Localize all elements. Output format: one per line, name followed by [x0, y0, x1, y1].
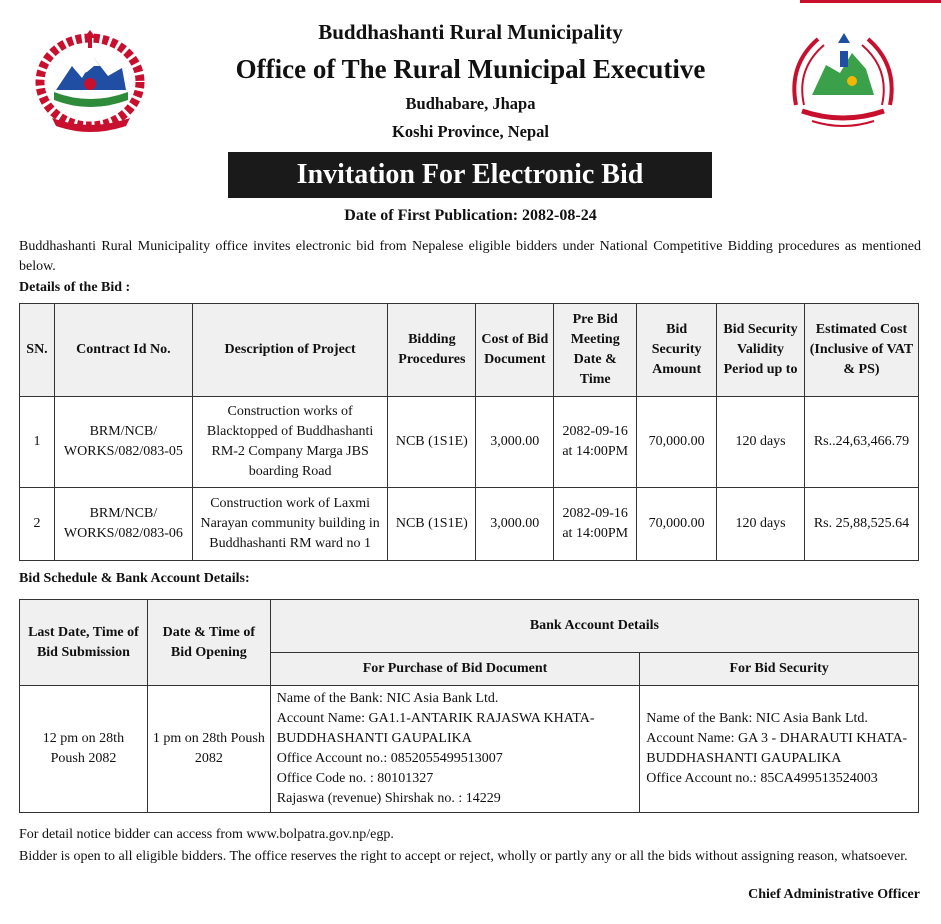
municipality-name: Buddhashanti Rural Municipality — [318, 20, 623, 44]
header-estimated: Estimated Cost (Inclusive of VAT & PS) — [804, 304, 918, 397]
bid-details-table — [19, 303, 919, 561]
cell-validity: 120 days — [717, 397, 805, 488]
cell-last-date: 12 pm on 28th Poush 2082 — [20, 686, 148, 813]
footer-notice-link: For detail notice bidder can access from www.bolpatra.gov.np/egp. — [19, 827, 394, 842]
security-bank-name: Name of the Bank: NIC Asia Bank Ltd. — [646, 711, 868, 726]
invitation-banner: Invitation For Electronic Bid — [228, 152, 712, 198]
table-row — [20, 397, 919, 488]
cell-contract-id: BRM/NCB/ WORKS/082/083-06 — [54, 488, 192, 561]
bid-details-title: Details of the Bid : — [19, 280, 131, 295]
schedule-header-row — [20, 600, 919, 653]
header-opening: Date & Time of Bid Opening — [147, 600, 270, 686]
office-name: Office of The Rural Municipal Executive — [235, 54, 706, 84]
cell-description: Construction work of Laxmi Narayan community building in Buddhashanti RM ward no 1 — [192, 488, 388, 561]
table-row — [20, 488, 919, 561]
cell-sn: 2 — [20, 488, 55, 561]
cell-procedures: NCB (1S1E) — [388, 488, 476, 561]
header-security: For Bid Security — [640, 653, 919, 686]
cell-pre-bid: 2082-09-16 at 14:00PM — [554, 488, 637, 561]
intro-paragraph: Buddhashanti Rural Municipality office invites electronic bid from Nepalese eligible bidders under National Competitive Bidding procedures as mentioned below. — [19, 239, 921, 274]
cell-security-details — [640, 686, 919, 813]
header-validity: Bid Security Validity Period up to — [717, 304, 805, 397]
cell-description: Construction works of Blacktopped of Buddhashanti RM-2 Company Marga JBS boarding Road — [192, 397, 388, 488]
cell-opening: 1 pm on 28th Poush 2082 — [147, 686, 270, 813]
cell-estimated: Rs..24,63,466.79 — [804, 397, 918, 488]
cell-security-amount: 70,000.00 — [637, 397, 717, 488]
publication-date: Date of First Publication: 2082-08-24 — [344, 207, 597, 224]
cell-pre-bid: 2082-09-16 at 14:00PM — [554, 397, 637, 488]
municipality-logo-icon — [782, 25, 904, 131]
purchase-account-no: Office Account no.: 0852055499513007 — [276, 751, 503, 766]
letterhead — [0, 0, 941, 150]
table-row — [20, 686, 919, 813]
cell-validity: 120 days — [717, 488, 805, 561]
header-sn: SN. — [20, 304, 55, 397]
header-pre-bid: Pre Bid Meeting Date & Time — [554, 304, 637, 397]
cell-estimated: Rs. 25,88,525.64 — [804, 488, 918, 561]
cell-cost-doc: 3,000.00 — [476, 397, 554, 488]
header-security-amount: Bid Security Amount — [637, 304, 717, 397]
security-account-name: Account Name: GA 3 - DHARAUTI KHATA-BUDDHASHANTI GAUPALIKA — [646, 731, 908, 766]
cell-contract-id: BRM/NCB/ WORKS/082/083-05 — [54, 397, 192, 488]
office-address: Budhabare, Jhapa — [405, 94, 536, 113]
cell-sn: 1 — [20, 397, 55, 488]
cell-procedures: NCB (1S1E) — [388, 397, 476, 488]
header-procedures: Bidding Procedures — [388, 304, 476, 397]
purchase-revenue-no: Rajaswa (revenue) Shirshak no. : 14229 — [276, 791, 501, 806]
footer-disclaimer: Bidder is open to all eligible bidders. The office reserves the right to accept or reject, wholly or partly any or all the bids without assigning reason, whatsoever. — [19, 849, 908, 864]
purchase-bank-name: Name of the Bank: NIC Asia Bank Ltd. — [276, 691, 499, 706]
cell-cost-doc: 3,000.00 — [476, 488, 554, 561]
purchase-account-name: Account Name: GA1.1-ANTARIK RAJASWA KHATA-BUDDHASHANTI GAUPALIKA — [276, 711, 595, 746]
header-cost-doc: Cost of Bid Document — [476, 304, 554, 397]
header-purchase: For Purchase of Bid Document — [270, 653, 640, 686]
table-header-row — [20, 304, 919, 397]
schedule-table — [19, 599, 919, 813]
header-last-date: Last Date, Time of Bid Submission — [20, 600, 148, 686]
purchase-office-code: Office Code no. : 80101327 — [276, 771, 434, 786]
security-account-no: Office Account no.: 85CA499513524003 — [646, 771, 878, 786]
cell-purchase-details — [270, 686, 640, 813]
header-contract-id: Contract Id No. — [54, 304, 192, 397]
header-bank: Bank Account Details — [270, 600, 918, 653]
cell-security-amount: 70,000.00 — [637, 488, 717, 561]
header-description: Description of Project — [192, 304, 388, 397]
office-province: Koshi Province, Nepal — [392, 122, 549, 141]
schedule-title: Bid Schedule & Bank Account Details: — [19, 571, 250, 586]
signoff: Chief Administrative Officer — [748, 887, 920, 902]
